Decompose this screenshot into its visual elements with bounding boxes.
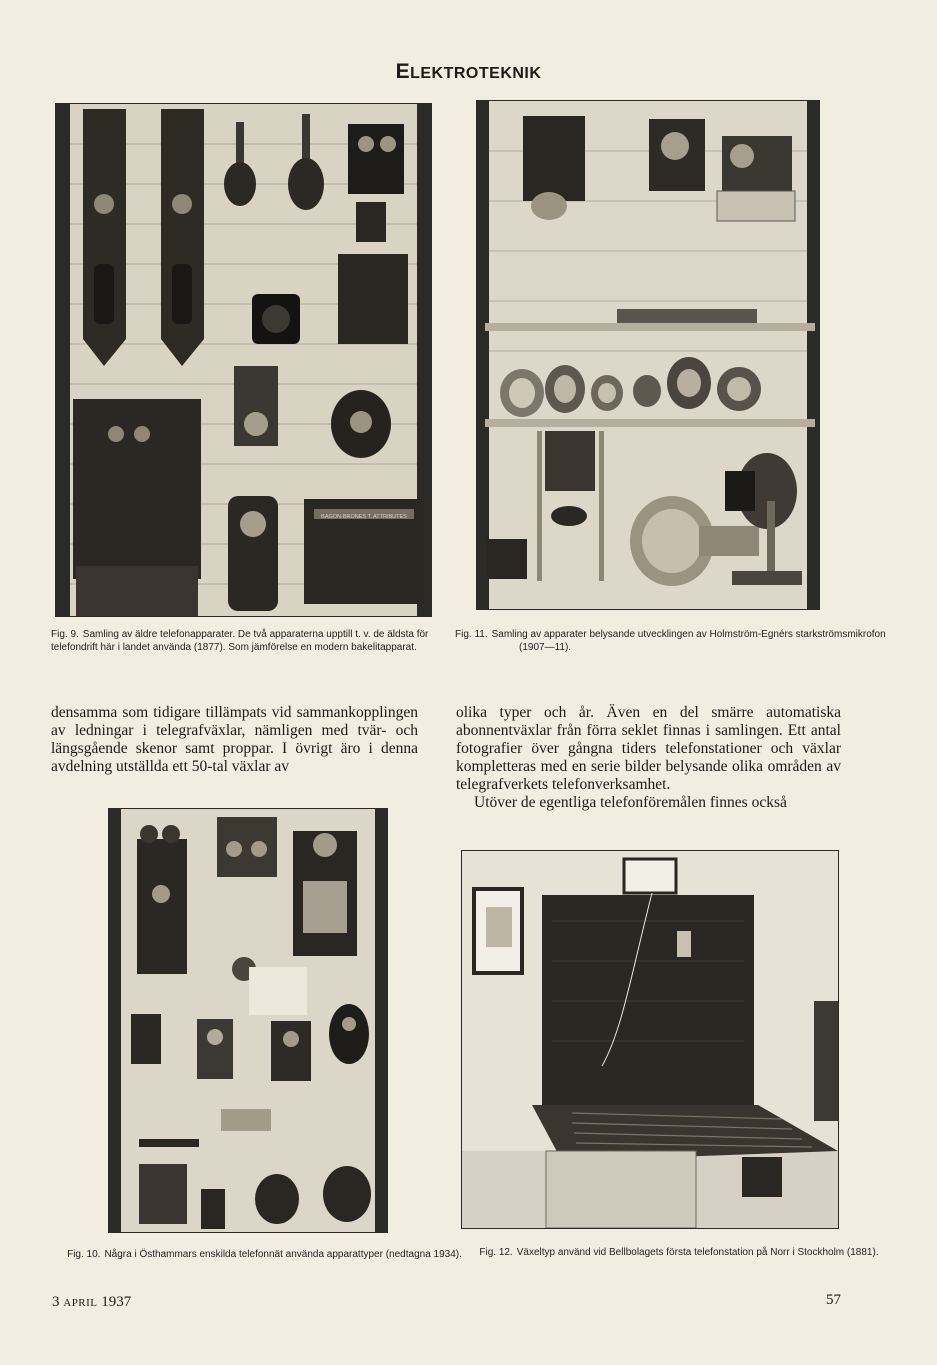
fig10-photo	[108, 808, 388, 1233]
fig11-caption-text: Samling av apparater belysande utvecklingen av Holmström-Egnérs starkströmsmikrofon (1907—11).	[491, 629, 886, 653]
fig10-caption	[52, 1248, 477, 1261]
fig12-number: Fig. 12.	[479, 1247, 513, 1258]
footer-date	[52, 1294, 131, 1311]
fig12-photo	[461, 850, 839, 1229]
fig9-photo	[55, 103, 432, 617]
right-column-text	[456, 704, 841, 812]
fig11-photo	[476, 100, 820, 610]
footer-month: APRIL	[63, 1297, 98, 1309]
fig10-caption-text: Några i Östhammars enskilda telefonnät använda apparattyper (nedtagna 1934).	[104, 1249, 462, 1260]
fig10-number: Fig. 10.	[67, 1249, 101, 1260]
right-paragraph-2: Utöver de egentliga telefonföremålen finnes också	[474, 794, 787, 811]
fig9-number: Fig. 9.	[51, 629, 79, 640]
left-paragraph: densamma som tidigare tillämpats vid sammankopplingen av ledningar i telegrafväxlar, nämligen med tvär- och längsgående skenor samt proppar. I övrigt äro i denna avdelning utställda ett 50-tal växlar av	[51, 704, 418, 775]
right-paragraph-1: olika typer och år. Även en del smärre automatiska abonnentväxlar från förra seklet finnas i samlingen. Ett antal fotografier över gångna tiders telefonstationer och växlar kompletteras med en serie bilder belysande olika områden av telegrafverkets telefonverksamhet.	[456, 704, 841, 793]
footer-year: 1937	[101, 1294, 132, 1310]
fig11-caption	[455, 628, 909, 654]
page-number: 57	[826, 1292, 841, 1308]
fig9-plaque-text: BAGON-BRONES T. ATTRIBUTES	[321, 514, 407, 520]
fig9-caption-text: Samling av äldre telefonapparater. De två apparaterna upptill t. v. de äldsta för telefondrift här i landet använda (1877). Som jämförelse en modern bakelitapparat.	[51, 629, 429, 653]
fig11-number: Fig. 11.	[455, 629, 488, 640]
footer-day: 3	[52, 1294, 60, 1310]
fig12-caption	[459, 1246, 899, 1259]
left-column-text	[51, 704, 418, 776]
header-rest: LEKTROTEKNIK	[410, 65, 542, 82]
running-header	[0, 60, 937, 84]
fig9-caption	[51, 628, 434, 654]
fig12-caption-text: Växeltyp använd vid Bellbolagets första telefonstation på Norr i Stockholm (1881).	[516, 1247, 879, 1258]
header-initial: E	[395, 60, 411, 83]
